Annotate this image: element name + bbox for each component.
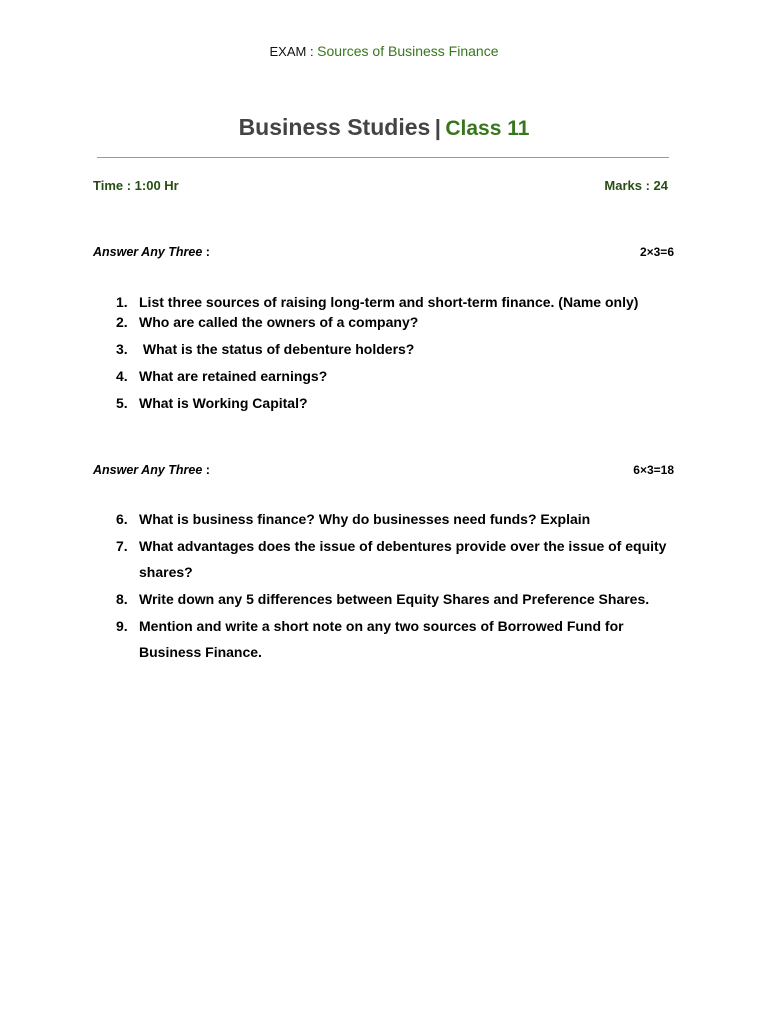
question-number: 6. — [116, 511, 128, 527]
exam-label: EXAM : — [269, 44, 318, 59]
class-name: Class 11 — [445, 117, 530, 140]
section-1-instruction: Answer Any Three : — [93, 245, 210, 259]
question-item — [93, 367, 683, 386]
section-2-header — [93, 462, 674, 478]
exam-topic: Sources of Business Finance — [317, 43, 499, 59]
question-number: 2. — [116, 314, 128, 330]
page-title — [0, 113, 768, 145]
question-text: Write down any 5 differences between Equity Shares and Preference Shares. — [139, 591, 650, 607]
question-item — [93, 293, 683, 312]
section-1-header — [93, 244, 674, 260]
question-item — [93, 506, 683, 532]
question-number: 3. — [116, 341, 128, 357]
question-number: 9. — [116, 618, 128, 634]
question-item — [93, 394, 683, 413]
subject-title: Business Studies — [238, 114, 431, 140]
question-text: What is the status of debenture holders? — [139, 341, 415, 357]
question-text: Who are called the owners of a company? — [139, 314, 419, 330]
question-text: Mention and write a short note on any two sources of Borrowed Fund for Business Finance. — [139, 618, 624, 660]
section-2-marks: 6×3=18 — [633, 463, 674, 477]
section-2-instruction: Answer Any Three : — [93, 463, 210, 477]
section-2-questions — [93, 506, 683, 666]
question-text: List three sources of raising long-term and short-term finance. (Name only) — [139, 294, 639, 310]
title-separator: | — [434, 115, 441, 140]
section-1-questions — [93, 293, 683, 421]
question-item — [93, 313, 683, 332]
question-text: What advantages does the issue of debentures provide over the issue of equity shares? — [139, 538, 667, 580]
question-item — [93, 340, 683, 359]
title-divider — [97, 157, 669, 158]
question-item — [93, 586, 683, 612]
question-number: 5. — [116, 395, 128, 411]
exam-time: Time : 1:00 Hr — [93, 178, 179, 193]
exam-total-marks: Marks : 24 — [604, 178, 668, 193]
question-number: 4. — [116, 368, 128, 384]
question-number: 8. — [116, 591, 128, 607]
question-item — [93, 533, 683, 585]
exam-header — [0, 43, 768, 60]
question-text: What is Working Capital? — [139, 395, 308, 411]
question-item — [93, 613, 683, 665]
question-text: What are retained earnings? — [139, 368, 328, 384]
question-number: 7. — [116, 538, 128, 554]
section-1-marks: 2×3=6 — [639, 245, 674, 259]
question-number: 1. — [116, 294, 128, 310]
question-text: What is business finance? Why do businesses need funds? Explain — [139, 511, 591, 527]
